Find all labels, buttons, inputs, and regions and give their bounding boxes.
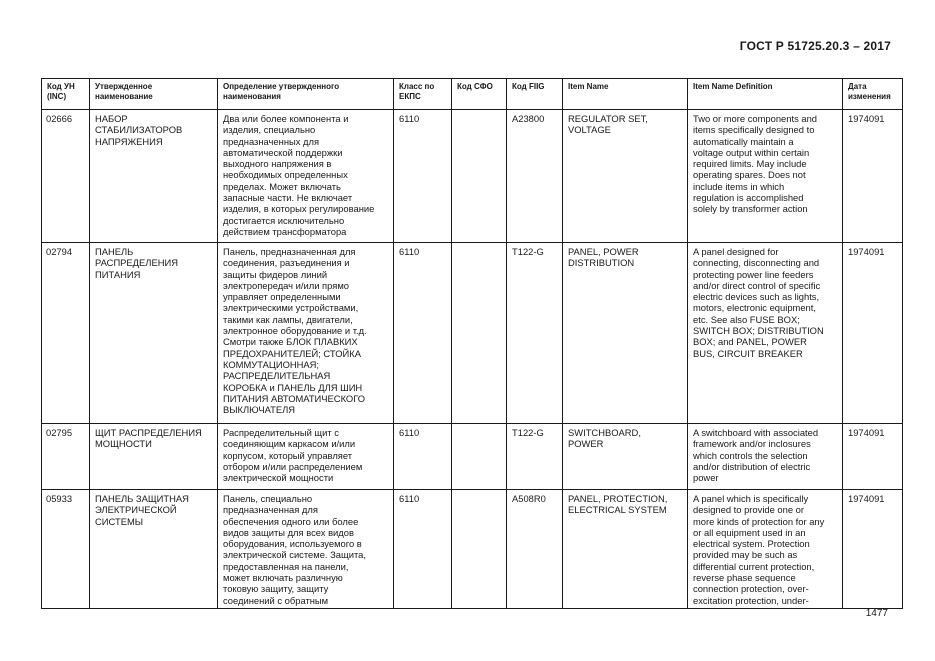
cell-inc: 05933 [42,490,90,609]
col-header-inc: Код УН (INC) [42,79,90,110]
cell-fiig: T122-G [507,243,563,424]
cell-def-ru: Панель, специально предназначенная для обеспечения одного или более видов защиты для всех видов оборудования, используемого в электрической системе. Защита, предоставленная на панели, может включать различную токовую защиту, защиту соединений с обратным [218,490,394,609]
col-header-ekps: Класс по ЕКПС [394,79,452,110]
cell-sfo [452,490,507,609]
col-header-fiig: Код FIIG [507,79,563,110]
cell-name-ru: ПАНЕЛЬ РАСПРЕДЕЛЕНИЯ ПИТАНИЯ [90,243,218,424]
cell-inc: 02666 [42,110,90,243]
cell-ekps: 6110 [394,110,452,243]
cell-name-ru: НАБОР СТАБИЛИЗАТОРОВ НАПРЯЖЕНИЯ [90,110,218,243]
col-header-item-name: Item Name [563,79,688,110]
table-row [42,490,903,609]
cell-item-name: PANEL, PROTECTION, ELECTRICAL SYSTEM [563,490,688,609]
cell-def-ru: Панель, предназначенная для соединения, разъединения и защиты фидеров линий электропередач и/или прямо управляет определенными электрическими устройствами, такими как лампы, двигатели, электронное оборудование и т.д. Смотри также БЛОК ПЛАВКИХ ПРЕДОХРАНИТЕЛЕЙ; СТОЙКА КОММУТАЦИОННАЯ; РАСПРЕДЕЛИТЕЛЬНАЯ КОРОБКА и ПАНЕЛЬ ДЛЯ ШИН ПИТАНИЯ АВТОМАТИЧЕСКОГО ВЫКЛЮЧАТЕЛЯ [218,243,394,424]
cell-ekps: 6110 [394,490,452,609]
cell-date: 1974091 [843,243,903,424]
table-row [42,243,903,424]
cell-ekps: 6110 [394,243,452,424]
cell-item-def: Two or more components and items specifically designed to automatically maintain a voltage output within certain required limits. May include operating spares. Does not include items in which regulation is accomplished solely by transformer action [688,110,843,243]
col-header-def-ru: Определение утвержденного наименования [218,79,394,110]
table-row [42,424,903,490]
cell-name-ru: ЩИТ РАСПРЕДЕЛЕНИЯ МОЩНОСТИ [90,424,218,490]
cell-date: 1974091 [843,424,903,490]
cell-inc: 02795 [42,424,90,490]
cell-item-name: SWITCHBOARD, POWER [563,424,688,490]
cell-item-def: A panel designed for connecting, disconnecting and protecting power line feeders and/or direct control of specific electric devices such as lights, motors, electronic equipment, etc. See also FUSE BOX; SWITCH BOX; DISTRIBUTION BOX; and PANEL, POWER BUS, CIRCUIT BREAKER [688,243,843,424]
cell-ekps: 6110 [394,424,452,490]
cell-date: 1974091 [843,490,903,609]
cell-date: 1974091 [843,110,903,243]
cell-sfo [452,424,507,490]
cell-sfo [452,243,507,424]
standard-designation: ГОСТ Р 51725.20.3 – 2017 [739,39,891,53]
cell-name-ru: ПАНЕЛЬ ЗАЩИТНАЯ ЭЛЕКТРИЧЕСКОЙ СИСТЕМЫ [90,490,218,609]
page-number: 1477 [865,608,888,619]
header-row [42,79,903,110]
col-header-date: Дата изменения [843,79,903,110]
cell-inc: 02794 [42,243,90,424]
cell-item-def: A switchboard with associated framework and/or inclosures which controls the selection and/or distribution of electric power [688,424,843,490]
col-header-sfo: Код СФО [452,79,507,110]
cell-item-def: A panel which is specifically designed to provide one or more kinds of protection for any or all equipment used in an electrical system. Protection provided may be such as differential current protection, reverse phase sequence connection protection, over- excitation protection, under- [688,490,843,609]
cell-fiig: A23800 [507,110,563,243]
cell-item-name: REGULATOR SET, VOLTAGE [563,110,688,243]
cell-item-name: PANEL, POWER DISTRIBUTION [563,243,688,424]
col-header-item-def: Item Name Definition [688,79,843,110]
cell-fiig: T122-G [507,424,563,490]
cell-def-ru: Два или более компонента и изделия, специально предназначенных для автоматической поддержки выходного напряжения в необходимых определенных пределах. Может включать запасные части. Не включает изделия, в которых регулирование достигается исключительно действием трансформатора [218,110,394,243]
table-row [42,110,903,243]
col-header-name-ru: Утвержденное наименование [90,79,218,110]
catalog-table [41,78,903,609]
cell-def-ru: Распределительный щит с соединяющим каркасом и/или корпусом, который управляет отбором и/или распределением электрической мощности [218,424,394,490]
cell-sfo [452,110,507,243]
cell-fiig: A508R0 [507,490,563,609]
